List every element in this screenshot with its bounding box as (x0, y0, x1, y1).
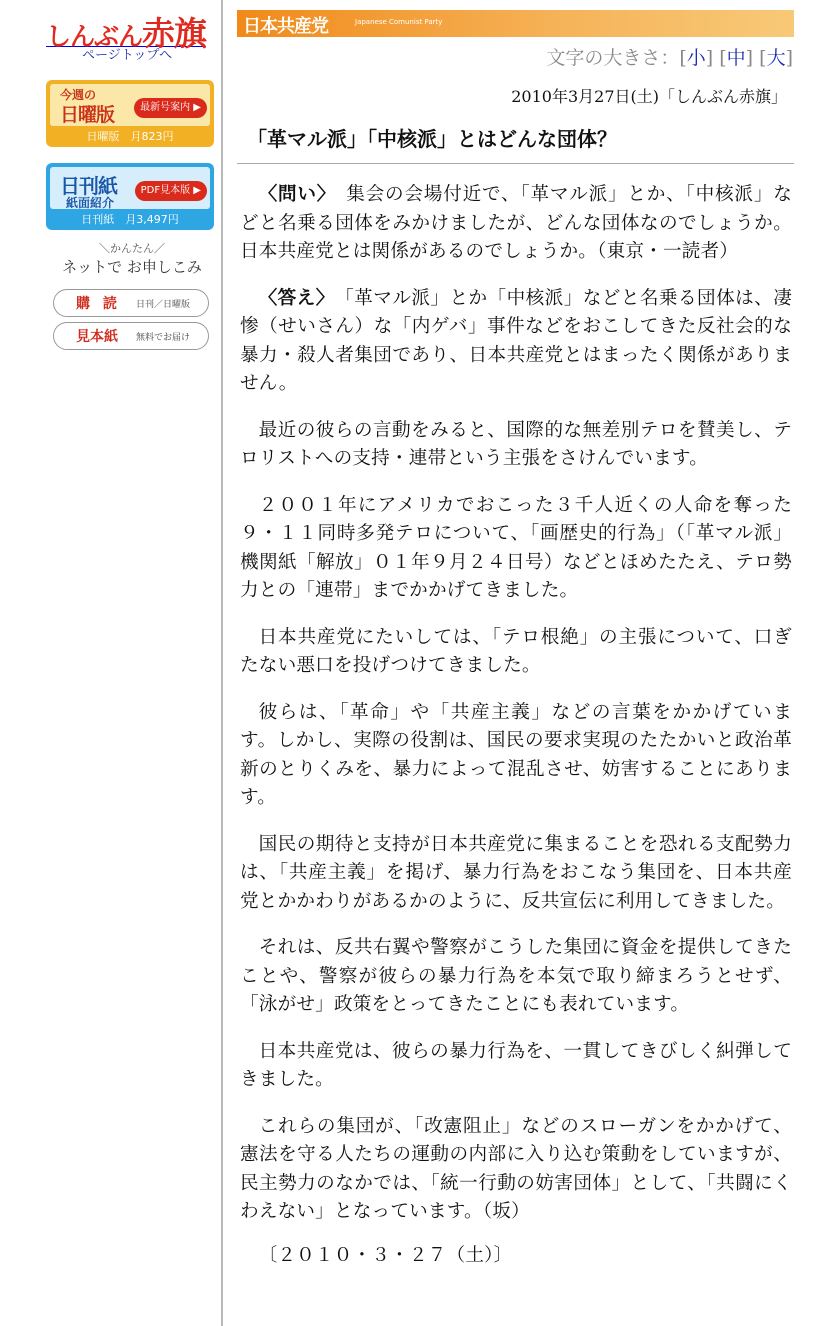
daily-price: 日刊紙 月3,497円 (81, 213, 179, 226)
question-text: 集会の会場付近で、「革マル派」とか、「中核派」などと名乗る団体をみかけましたが、どんな団体なのでしょうか。日本共産党とは関係があるのでしょうか。（東京・一読者） (240, 184, 792, 262)
article-paragraph: ２００１年にアメリカでおこった３千人近くの人命を奪った９・１１同時多発テロについて、「画歴史的行為」（「革マル派」機関紙「解放」０１年９月２４日号）などとほめたたえ、テロ勢力との「連帯」までかかげてきました。 (240, 494, 792, 601)
daily-label: 日刊紙 (60, 174, 117, 198)
question-paragraph (240, 181, 792, 267)
net-apply-tag: ＼かんたん／ (99, 242, 165, 255)
subscribe-label: 購 読 (76, 296, 121, 312)
article-paragraph: 日本共産党にたいしては、「テロ根絶」の主張について、口ぎたない悪口を投げつけてきました。 (240, 626, 792, 676)
party-header-bar (237, 10, 794, 37)
page-top-link[interactable]: ページトップへ (82, 48, 173, 63)
article-footer-date: 〔２０１０・３・２７（土）〕 (258, 1244, 513, 1266)
daily-banner-panel (50, 167, 210, 209)
answer-paragraph (240, 285, 792, 399)
net-apply-label: ネットで お申しこみ (62, 258, 202, 276)
sample-sub: 無料でお届け (136, 333, 191, 343)
sample-paper-button[interactable] (53, 322, 209, 350)
latest-issue-button[interactable]: 最新号案内 ▶ (134, 98, 207, 118)
sunday-label: 日曜版 (60, 104, 115, 126)
party-name-english: Japanese Comunist Party (355, 18, 443, 26)
article-paragraph: 日本共産党は、彼らの暴力行為を、一貫してきびしく糾弾してきました。 (240, 1040, 792, 1090)
sunday-label-small: 今週の (60, 88, 97, 102)
sidebar (0, 0, 222, 1326)
sample-label: 見本紙 (76, 329, 118, 345)
party-name: 日本共産党 (243, 16, 328, 37)
sidebar-divider (221, 0, 223, 1326)
sunday-price: 日曜版 月823円 (86, 130, 174, 143)
article-paragraph: それは、反共右翼や警察がこうした集団に資金を提供してきたことや、警察が彼らの暴力行為を本気で取り締まろうとせず、「泳がせ」政策をとってきたことにも表れています。 (240, 937, 792, 1015)
pdf-sample-button[interactable]: PDF見本版 ▶ (135, 181, 207, 201)
article-body (240, 181, 792, 1288)
sunday-banner-panel (50, 84, 210, 126)
answer-text: 「革マル派」とか「中核派」などと名乗る団体は、凄惨（せいさん）な「内ゲバ」事件などをおこしてきた反社会的な暴力・殺人者集団であり、日本共産党とはまったく関係がありません。 (240, 287, 792, 394)
daily-label-sub: 紙面紹介 (66, 196, 115, 210)
article-paragraph: 彼らは、「革命」や「共産主義」などの言葉をかかげています。しかし、実際の役割は、国民の要求実現のたたかいと政治革新のとりくみを、暴力によって混乱させ、妨害することにあります。 (240, 701, 792, 808)
question-label: 〈問い〉 (258, 184, 327, 205)
article-paragraph: これらの集団が、「改憲阻止」などのスローガンをかかげて、憲法を守る人たちの運動の内部に入り込む策動をしていますが、民主勢力のなかでは、「統一行動の妨害団体」として、「共闘にくわえない」となっています。（坂） (240, 1115, 792, 1222)
net-apply-heading (52, 240, 212, 277)
answer-label: 〈答え〉 (258, 287, 326, 309)
article-headline: 「革マル派」「中核派」とはどんな団体？ (247, 127, 617, 151)
font-size-small-link[interactable]: 小 (686, 47, 706, 69)
subscribe-sub: 日刊／日曜版 (136, 300, 191, 310)
sunday-edition-banner[interactable] (46, 80, 214, 147)
font-size-selector: 文字の大きさ：[小] [中] [大] (546, 47, 793, 69)
font-size-label: 文字の大きさ： (546, 47, 680, 69)
article-dateline: 2010年3月27日(土)「しんぶん赤旗」 (511, 87, 787, 106)
logo-text-small: しんぶん (46, 22, 143, 51)
font-size-large-link[interactable]: 大 (766, 47, 786, 69)
article-paragraph: 国民の期待と支持が日本共産党に集まることを恐れる支配勢力は、「共産主義」を掲げ、暴力行為をおこなう集団を、日本共産党とかかわりがあるかのように、反共宣伝に利用してきました。 (240, 833, 792, 912)
subscribe-button[interactable] (53, 289, 209, 317)
article-paragraph: 最近の彼らの言動をみると、国際的な無差別テロを賛美し、テロリストへの支持・連帯という主張をさけんでいます。 (240, 419, 792, 469)
font-size-medium-link[interactable]: 中 (726, 47, 746, 69)
daily-edition-banner[interactable] (46, 163, 214, 230)
logo-text-big: 赤旗 (142, 14, 207, 53)
headline-rule (237, 163, 794, 164)
